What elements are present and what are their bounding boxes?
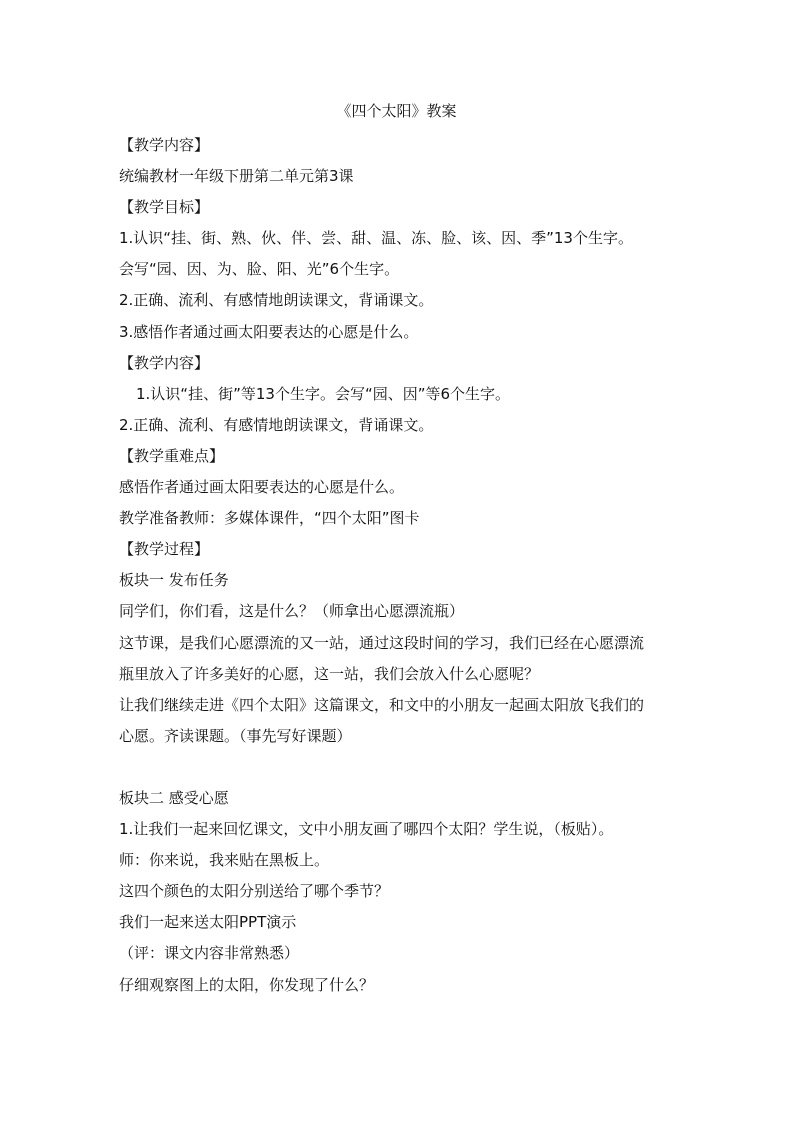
content-item-1: 1.认识“挂、街”等13个生字。会写“园、因”等6个生字。: [136, 384, 511, 403]
paragraph-line: （评：课文内容非常熟悉）: [119, 944, 300, 963]
document-body: [119, 130, 679, 1001]
section-heading-content: 【教学内容】: [119, 136, 210, 154]
paragraph-line: 同学们，你们看，这是什么？（师拿出心愿漂流瓶）: [119, 602, 465, 621]
paragraph-line: 心愿。齐读课题。（事先写好课题）: [119, 726, 352, 745]
paragraph-line: 瓶里放入了许多美好的心愿，这一站，我们会放入什么心愿呢？: [119, 664, 540, 683]
blank-line: [119, 752, 679, 783]
paragraph-line: 让我们继续走进《四个太阳》这篇课文，和文中的小朋友一起画太阳放飞我们的: [119, 695, 645, 714]
paragraph-line: 这节课，是我们心愿漂流的又一站，通过这段时间的学习，我们已经在心愿漂流: [119, 633, 645, 652]
section-heading-objectives: 【教学目标】: [119, 198, 210, 217]
paragraph-line: 这四个颜色的太阳分别送给了哪个季节？: [119, 882, 390, 901]
textbook-info: 统编教材一年级下册第二单元第3课: [119, 167, 354, 186]
key-point-text: 感悟作者通过画太阳要表达的心愿是什么。: [119, 478, 405, 497]
objective-3: 3.感悟作者通过画太阳要表达的心愿是什么。: [119, 322, 419, 341]
teaching-preparation: 教学准备教师：多媒体课件，“四个太阳”图卡: [119, 509, 420, 528]
block-one-heading: 板块一 发布任务: [119, 571, 229, 590]
paragraph-line: 仔细观察图上的太阳，你发现了什么？: [119, 975, 375, 994]
section-heading-key-points: 【教学重难点】: [119, 446, 225, 465]
paragraph-line: 我们一起来送太阳PPT演示: [119, 913, 297, 932]
document-title: 《四个太阳》教案: [336, 102, 457, 120]
objective-2: 2.正确、流利、有感情地朗读课文，背诵课文。: [119, 291, 434, 310]
content-item-2: 2.正确、流利、有感情地朗读课文，背诵课文。: [119, 415, 434, 434]
paragraph-line: 师：你来说，我来贴在黑板上。: [119, 851, 330, 870]
paragraph-line: 1.让我们一起来回忆课文，文中小朋友画了哪四个太阳？学生说，（板贴）。: [119, 820, 614, 839]
objective-1: 1.认识“挂、街、熟、伙、伴、尝、甜、温、冻、脸、该、因、季”13个生字。: [119, 229, 633, 248]
section-heading-content-2: 【教学内容】: [119, 353, 210, 372]
section-heading-process: 【教学过程】: [119, 540, 210, 559]
objective-1-continued: 会写“园、因、为、脸、阳、光”6个生字。: [119, 260, 400, 279]
block-two-heading: 板块二 感受心愿: [119, 788, 229, 807]
